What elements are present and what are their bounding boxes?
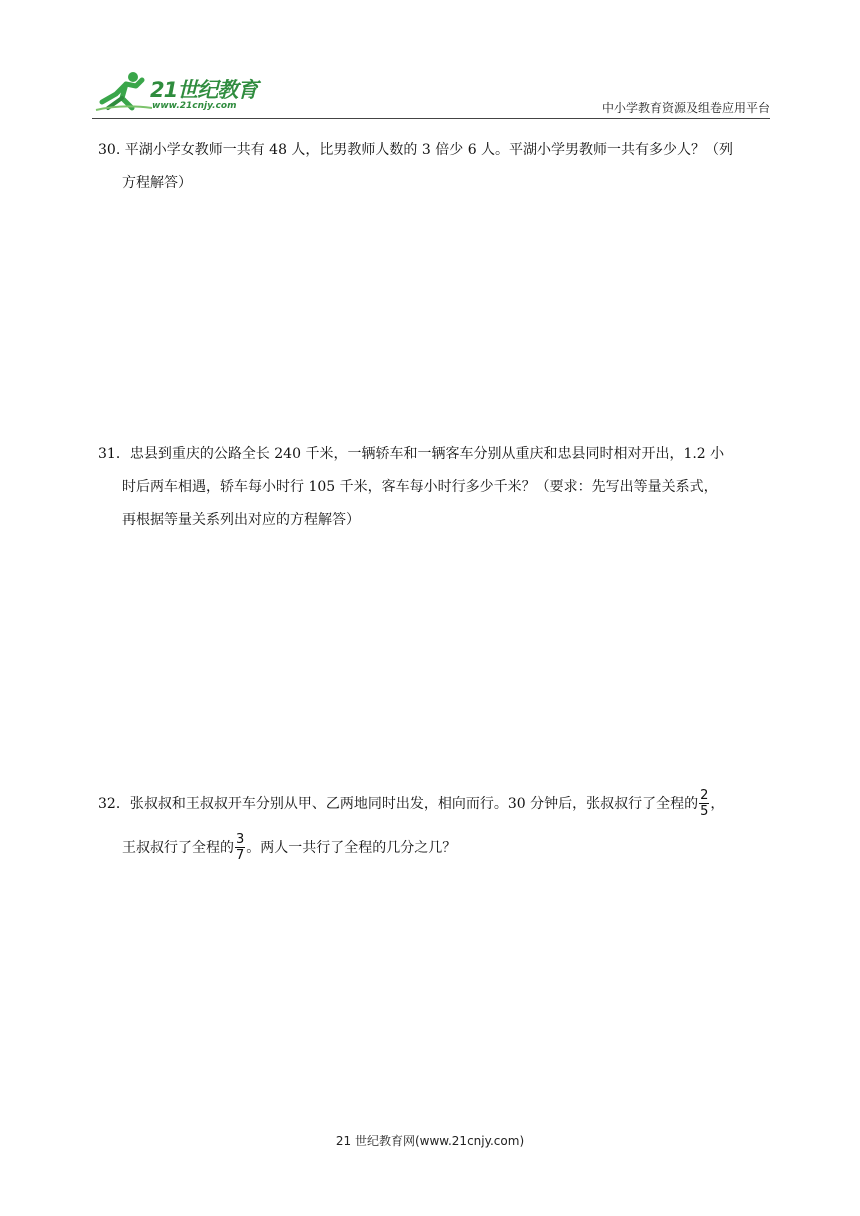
fraction-denominator: 7 <box>236 847 245 863</box>
question-31 <box>98 438 770 537</box>
question-number: 31． <box>98 446 130 462</box>
question-text: 忠县到重庆的公路全长 240 千米，一辆轿车和一辆客车分别从重庆和忠县同时相对开出，1.2 小 <box>129 446 725 462</box>
header-divider <box>92 118 770 119</box>
fraction-two-fifths <box>699 789 709 818</box>
footer-text: 21 世纪教育网(www.21cnjy.com) <box>335 1134 525 1148</box>
question-text: 。两人一共行了全程的几分之几？ <box>246 840 457 856</box>
question-text: 张叔叔和王叔叔开车分别从甲、乙两地同时出发，相向而行。30 分钟后，张叔叔行了全程的 <box>129 796 699 812</box>
logo-url: www.21cnjy.com <box>152 101 237 111</box>
question-number: 30. <box>98 142 121 158</box>
question-number: 32． <box>98 796 130 812</box>
question-32 <box>98 782 770 870</box>
platform-slogan: 中小学教育资源及组卷应用平台 <box>601 101 770 115</box>
question-30 <box>98 134 770 200</box>
punctuation: ， <box>710 796 725 812</box>
question-text: 平湖小学女教师一共有 48 人，比男教师人数的 3 倍少 6 人。平湖小学男教师一共有多少人？（列 <box>124 142 734 158</box>
question-text: 再根据等量关系列出对应的方程解答） <box>122 512 360 528</box>
logo-text: 21世纪教育 <box>150 78 258 102</box>
fraction-denominator: 5 <box>700 803 709 819</box>
question-text: 方程解答） <box>122 175 192 191</box>
fraction-numerator: 2 <box>700 787 709 803</box>
site-logo[interactable] <box>92 68 267 116</box>
question-text: 时后两车相遇，轿车每小时行 105 千米，客车每小时行多少千米？（要求：先写出等量关系式， <box>122 479 718 495</box>
fraction-three-sevenths <box>235 833 245 862</box>
fraction-numerator: 3 <box>236 831 245 847</box>
question-text: 王叔叔行了全程的 <box>122 840 234 856</box>
